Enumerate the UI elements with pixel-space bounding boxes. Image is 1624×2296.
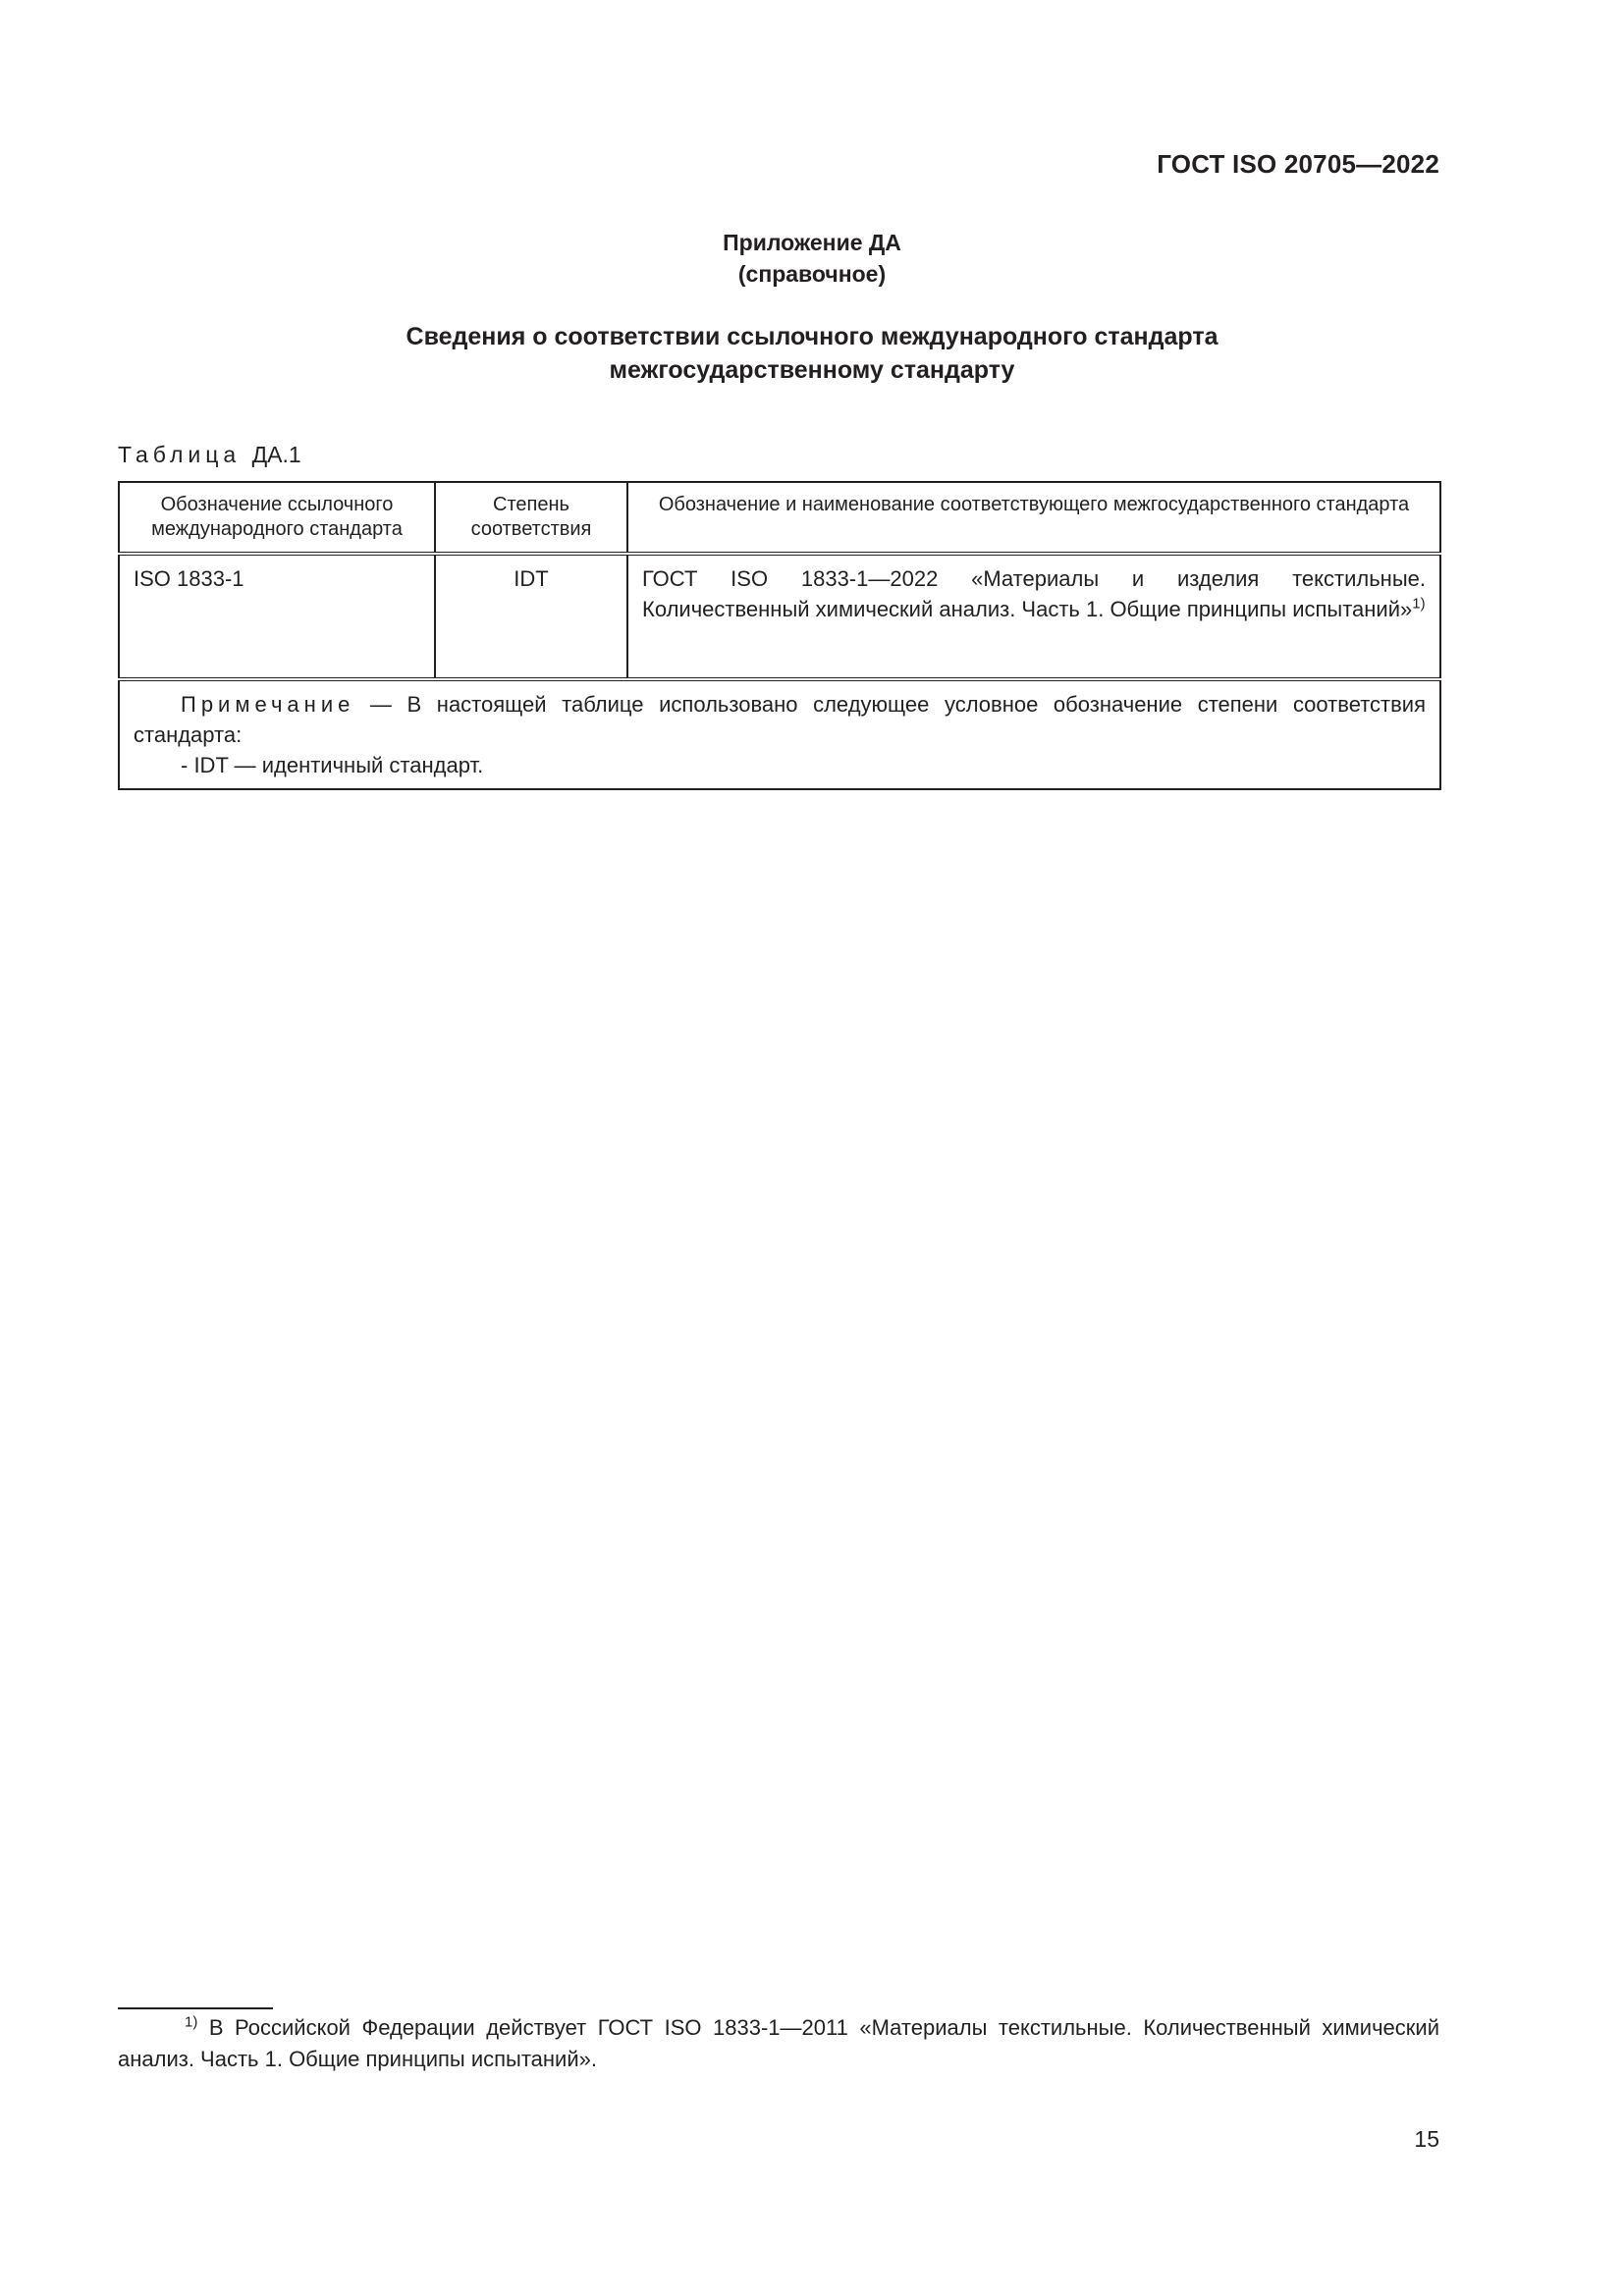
footnote-reference-mark: 1) [1412, 595, 1426, 613]
annex-title: Приложение ДА [723, 230, 901, 255]
cell-degree: IDT [435, 554, 627, 679]
note-text: — В настоящей таблице использовано следующее условное обозначение степени соответствия стандарта: [134, 692, 1426, 747]
annex-type: (справочное) [737, 261, 887, 287]
column-header-degree: Степень соответствия [435, 482, 627, 554]
page-number: 15 [1414, 2126, 1439, 2152]
footnote [118, 2012, 1439, 2075]
footnote-divider [118, 2007, 273, 2009]
column-header-reference: Обозначение ссылочного международного стандарта [119, 482, 435, 554]
note-label: Примечание [181, 692, 355, 717]
interstate-standard-text: ГОСТ ISO 1833-1—2022 «Материалы и изделия текстильные. Количественный химический анализ. Часть 1. Общие принципы испытаний» [642, 566, 1426, 621]
note-list-item: - IDT — идентичный стандарт. [181, 753, 484, 777]
cell-reference-standard: ISO 1833-1 [119, 554, 435, 679]
table-note-row [119, 679, 1440, 789]
table-caption [118, 442, 301, 468]
cell-interstate-standard [627, 554, 1440, 679]
table-note [119, 679, 1440, 789]
table-caption-number: ДА.1 [251, 442, 301, 467]
footnote-text: В Российской Федерации действует ГОСТ ISO 1833-1—2011 «Материалы текстильные. Количественный химический анализ. Часть 1. Общие принципы испытаний». [118, 2015, 1439, 2071]
table-row [119, 554, 1440, 679]
document-code: ГОСТ ISO 20705—2022 [1157, 149, 1439, 179]
annex-block [0, 227, 1624, 290]
column-header-interstate: Обозначение и наименование соответствующего межгосударственного стандарта [627, 482, 1440, 554]
heading-line-2: межгосударственному стандарту [609, 356, 1015, 384]
heading-line-1: Сведения о соответствии ссылочного международного стандарта [406, 323, 1218, 350]
note-paragraph [134, 689, 1426, 750]
table-caption-word: Таблица [118, 442, 242, 467]
footnote-mark: 1) [185, 2013, 198, 2031]
correspondence-table [118, 481, 1441, 790]
table-header-row [119, 482, 1440, 554]
section-heading [0, 320, 1624, 387]
